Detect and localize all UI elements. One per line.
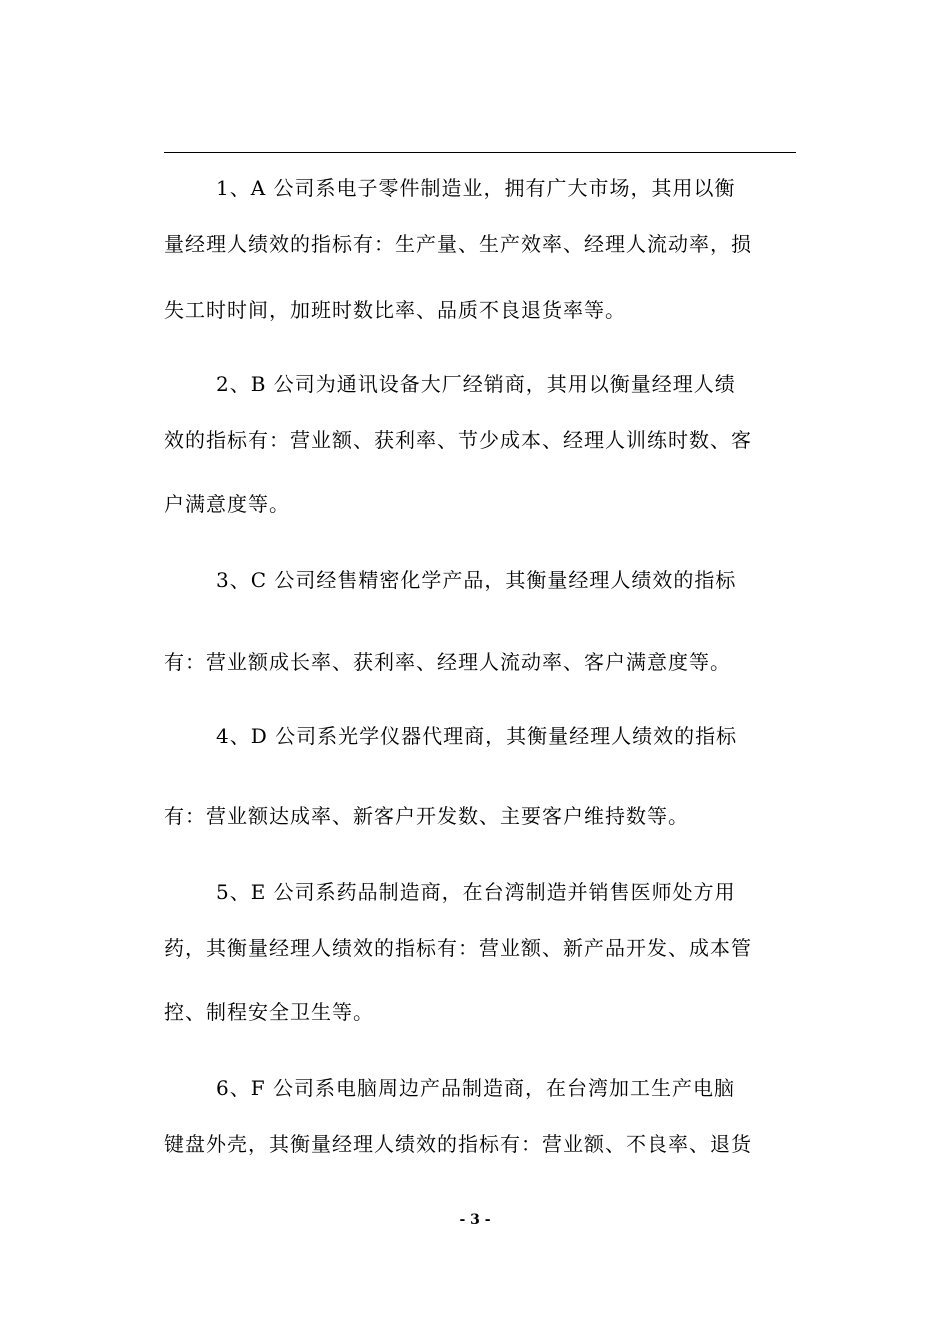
header-rule [164, 152, 796, 153]
page-number: - 3 - [459, 1212, 491, 1228]
paragraph-line: 效的指标有：营业额、获利率、节少成本、经理人训练时数、客 [164, 428, 752, 452]
paragraph-line: 药，其衡量经理人绩效的指标有：营业额、新产品开发、成本管 [164, 936, 752, 960]
paragraph-line: 3、C 公司经售精密化学产品，其衡量经理人绩效的指标 [216, 568, 737, 592]
paragraph-line: 1、A 公司系电子零件制造业，拥有广大市场，其用以衡 [216, 176, 736, 200]
paragraph-line: 6、F 公司系电脑周边产品制造商，在台湾加工生产电脑 [216, 1076, 735, 1100]
paragraph-line: 户满意度等。 [164, 492, 290, 516]
paragraph-line: 键盘外壳，其衡量经理人绩效的指标有：营业额、不良率、退货 [164, 1132, 752, 1156]
paragraph-line: 2、B 公司为通讯设备大厂经销商，其用以衡量经理人绩 [216, 372, 736, 396]
paragraph-line: 有：营业额达成率、新客户开发数、主要客户维持数等。 [164, 804, 689, 828]
paragraph-line: 控、制程安全卫生等。 [164, 1000, 374, 1024]
paragraph-line: 量经理人绩效的指标有：生产量、生产效率、经理人流动率，损 [164, 232, 752, 256]
paragraph-line: 有：营业额成长率、获利率、经理人流动率、客户满意度等。 [164, 650, 731, 674]
paragraph-line: 4、D 公司系光学仪器代理商，其衡量经理人绩效的指标 [216, 724, 738, 748]
paragraph-line: 5、E 公司系药品制造商，在台湾制造并销售医师处方用 [216, 880, 736, 904]
paragraph-line: 失工时时间，加班时数比率、品质不良退货率等。 [164, 298, 626, 322]
